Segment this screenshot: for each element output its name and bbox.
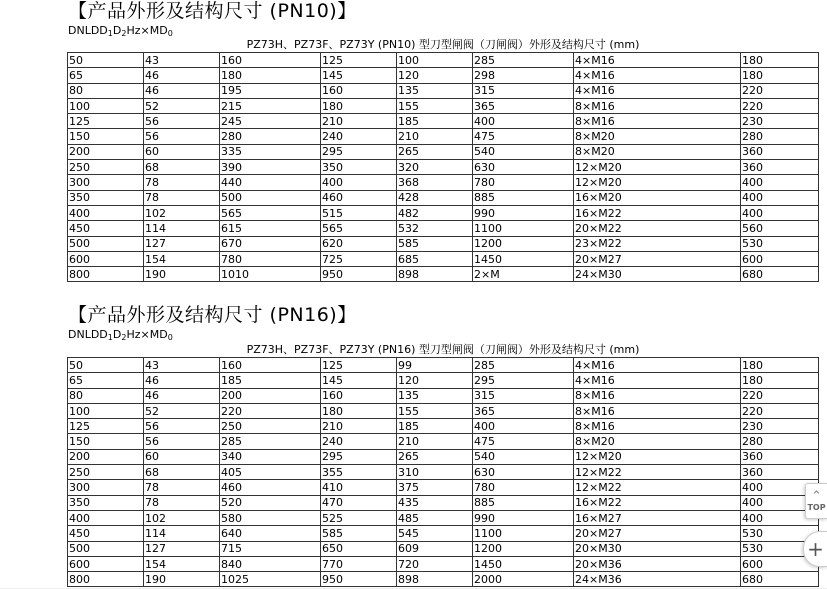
table-cell: 102	[144, 510, 220, 525]
header-part: Hz×MD	[126, 24, 168, 37]
table-cell: 210	[321, 419, 397, 434]
table-cell: 56	[144, 434, 220, 449]
header-part: D	[112, 24, 122, 37]
table-cell: 230	[741, 114, 819, 129]
table-cell: 155	[397, 98, 473, 113]
table-cell: 43	[144, 358, 220, 373]
table-cell: 390	[220, 160, 321, 175]
table-cell: 135	[397, 388, 473, 403]
table-cell: 285	[220, 434, 321, 449]
table-cell: 180	[741, 373, 819, 388]
table-cell: 24×M30	[574, 267, 741, 282]
table-cell: 52	[144, 98, 220, 113]
table-cell: 8×M20	[574, 129, 741, 144]
header-subscript: 1	[107, 333, 113, 342]
table-cell: 340	[220, 449, 321, 464]
table-row	[68, 465, 819, 480]
table-cell: 280	[741, 434, 819, 449]
table-cell: 1025	[220, 572, 321, 587]
table-cell: 530	[741, 526, 819, 541]
table-cell: 1100	[473, 526, 574, 541]
table-cell: 530	[741, 236, 819, 251]
table-cell: 50	[68, 53, 144, 68]
table-cell: 4×M16	[574, 358, 741, 373]
table-cell: 680	[741, 267, 819, 282]
table-row	[68, 526, 819, 541]
table-cell: 8×M16	[574, 419, 741, 434]
expand-button[interactable]	[803, 531, 827, 567]
header-part: DNLDD	[68, 24, 108, 37]
table-cell: 280	[741, 129, 819, 144]
table-cell: 500	[68, 236, 144, 251]
table-cell: 20×M36	[574, 556, 741, 571]
table-cell: 435	[397, 495, 473, 510]
table-cell: 250	[68, 160, 144, 175]
table-cell: 78	[144, 495, 220, 510]
chevron-up-icon: ⌃	[811, 488, 822, 504]
table-cell: 950	[321, 572, 397, 587]
table-cell: 360	[741, 449, 819, 464]
table-cell: 180	[321, 403, 397, 418]
table-cell: 670	[220, 236, 321, 251]
table-cell: 12×M22	[574, 465, 741, 480]
table-cell: 540	[473, 449, 574, 464]
table-row	[68, 373, 819, 388]
table-row	[68, 221, 819, 236]
table-cell: 295	[321, 144, 397, 159]
table-cell: 360	[741, 465, 819, 480]
table-cell: 1450	[473, 556, 574, 571]
table-cell: 210	[397, 129, 473, 144]
table-cell: 600	[741, 556, 819, 571]
table-cell: 180	[741, 358, 819, 373]
table-cell: 310	[397, 465, 473, 480]
table-cell: 145	[321, 68, 397, 83]
table-cell: 250	[68, 465, 144, 480]
table-cell: 298	[473, 68, 574, 83]
table-cell: 120	[397, 373, 473, 388]
table-cell: 650	[321, 541, 397, 556]
table-row	[68, 205, 819, 220]
table-row	[68, 358, 819, 373]
header-part: D	[112, 328, 122, 341]
table-cell: 150	[68, 434, 144, 449]
table-cell: 285	[473, 358, 574, 373]
table-cell: 20×M22	[574, 221, 741, 236]
table-cell: 470	[321, 495, 397, 510]
table-cell: 4×M16	[574, 373, 741, 388]
section-title-pn10: 【产品外形及结构尺寸 (PN10)】	[68, 0, 357, 22]
section-title-pn16: 【产品外形及结构尺寸 (PN16)】	[68, 304, 357, 326]
table-cell: 220	[741, 388, 819, 403]
table-cell: 200	[220, 388, 321, 403]
table-cell: 60	[144, 144, 220, 159]
table-cell: 800	[68, 267, 144, 282]
table-cell: 1200	[473, 541, 574, 556]
table-cell: 120	[397, 68, 473, 83]
table-cell: 4×M16	[574, 53, 741, 68]
header-subscript: 2	[121, 333, 127, 342]
table-cell: 410	[321, 480, 397, 495]
table-cell: 150	[68, 129, 144, 144]
table-cell: 160	[321, 83, 397, 98]
table-cell: 68	[144, 465, 220, 480]
table-cell: 127	[144, 236, 220, 251]
table-cell: 56	[144, 129, 220, 144]
table-cell: 725	[321, 251, 397, 266]
table-row	[68, 556, 819, 571]
table-cell: 160	[321, 388, 397, 403]
table-cell: 125	[68, 419, 144, 434]
table-cell: 609	[397, 541, 473, 556]
table-cell: 23×M22	[574, 236, 741, 251]
table-cell: 50	[68, 358, 144, 373]
header-part: DNLDD	[68, 328, 108, 341]
table-cell: 190	[144, 572, 220, 587]
table-row	[68, 98, 819, 113]
table-cell: 615	[220, 221, 321, 236]
table-cell: 360	[741, 144, 819, 159]
table-cell: 530	[741, 541, 819, 556]
table-cell: 8×M16	[574, 114, 741, 129]
table-cell: 250	[220, 419, 321, 434]
table-cell: 78	[144, 480, 220, 495]
table-cell: 400	[741, 495, 819, 510]
table-cell: 200	[68, 144, 144, 159]
table-cell: 265	[397, 144, 473, 159]
table-cell: 350	[68, 190, 144, 205]
table-cell: 185	[397, 114, 473, 129]
table-cell: 8×M16	[574, 403, 741, 418]
table-cell: 68	[144, 160, 220, 175]
table-cell: 210	[397, 434, 473, 449]
table-cell: 220	[741, 403, 819, 418]
table-cell: 99	[397, 358, 473, 373]
table-cell: 780	[473, 480, 574, 495]
table-cell: 220	[741, 83, 819, 98]
table-cell: 154	[144, 556, 220, 571]
table-cell: 898	[397, 267, 473, 282]
table-cell: 540	[473, 144, 574, 159]
table-cell: 16×M20	[574, 190, 741, 205]
table-cell: 135	[397, 83, 473, 98]
table-cell: 800	[68, 572, 144, 587]
table-row	[68, 434, 819, 449]
table-cell: 185	[220, 373, 321, 388]
header-subscript: 2	[121, 29, 127, 38]
table-cell: 428	[397, 190, 473, 205]
table-cell: 365	[473, 403, 574, 418]
header-subscript: 1	[107, 29, 113, 38]
table-cell: 365	[473, 98, 574, 113]
table-cell: 300	[68, 480, 144, 495]
table-row	[68, 419, 819, 434]
table-cell: 4×M16	[574, 83, 741, 98]
table-row	[68, 68, 819, 83]
table-row	[68, 495, 819, 510]
table-cell: 4×M16	[574, 68, 741, 83]
table-cell: 245	[220, 114, 321, 129]
header-subscript: 0	[167, 333, 173, 342]
table-cell: 20×M30	[574, 541, 741, 556]
table-caption-pn10: PZ73H、PZ73F、PZ73Y (PN10) 型刀型闸阀（刀闸阀）外形及结构尺寸 (mm)	[246, 38, 640, 51]
table-row	[68, 541, 819, 556]
table-cell: 400	[741, 175, 819, 190]
table-cell: 335	[220, 144, 321, 159]
table-cell: 600	[68, 556, 144, 571]
table-cell: 127	[144, 541, 220, 556]
table-cell: 78	[144, 190, 220, 205]
table-cell: 20×M27	[574, 251, 741, 266]
table-cell: 720	[397, 556, 473, 571]
table-cell: 16×M27	[574, 510, 741, 525]
table-cell: 155	[397, 403, 473, 418]
table-cell: 56	[144, 114, 220, 129]
table-cell: 114	[144, 221, 220, 236]
table-row	[68, 190, 819, 205]
table-cell: 640	[220, 526, 321, 541]
table-cell: 160	[220, 358, 321, 373]
table-cell: 52	[144, 403, 220, 418]
table-row	[68, 83, 819, 98]
table-cell: 450	[68, 221, 144, 236]
table-cell: 100	[68, 403, 144, 418]
table-cell: 355	[321, 465, 397, 480]
table-cell: 600	[741, 251, 819, 266]
table-cell: 450	[68, 526, 144, 541]
table-cell: 78	[144, 175, 220, 190]
table-cell: 460	[220, 480, 321, 495]
table-cell: 240	[321, 434, 397, 449]
table-cell: 100	[397, 53, 473, 68]
table-cell: 400	[741, 480, 819, 495]
table-cell: 285	[473, 53, 574, 68]
column-header-line-pn10	[68, 24, 173, 37]
table-cell: 8×M20	[574, 434, 741, 449]
table-cell: 368	[397, 175, 473, 190]
table-cell: 46	[144, 83, 220, 98]
table-cell: 2000	[473, 572, 574, 587]
table-cell: 898	[397, 572, 473, 587]
table-cell: 46	[144, 68, 220, 83]
table-cell: 230	[741, 419, 819, 434]
table-cell: 585	[321, 526, 397, 541]
table-cell: 190	[144, 267, 220, 282]
table-cell: 515	[321, 205, 397, 220]
table-cell: 265	[397, 449, 473, 464]
table-cell: 482	[397, 205, 473, 220]
table-cell: 65	[68, 373, 144, 388]
table-cell: 215	[220, 98, 321, 113]
table-cell: 20×M27	[574, 526, 741, 541]
table-cell: 565	[220, 205, 321, 220]
table-cell: 400	[741, 190, 819, 205]
table-cell: 125	[321, 53, 397, 68]
table-cell: 12×M20	[574, 449, 741, 464]
table-row	[68, 388, 819, 403]
table-cell: 154	[144, 251, 220, 266]
table-cell: 320	[397, 160, 473, 175]
table-cell: 46	[144, 388, 220, 403]
table-cell: 405	[220, 465, 321, 480]
back-to-top-label: TOP	[807, 502, 826, 512]
table-cell: 185	[397, 419, 473, 434]
table-cell: 770	[321, 556, 397, 571]
table-cell: 160	[220, 53, 321, 68]
table-cell: 525	[321, 510, 397, 525]
table-cell: 990	[473, 205, 574, 220]
table-cell: 46	[144, 373, 220, 388]
table-cell: 200	[68, 449, 144, 464]
table-cell: 125	[68, 114, 144, 129]
table-cell: 220	[741, 98, 819, 113]
table-cell: 780	[220, 251, 321, 266]
table-cell: 300	[68, 175, 144, 190]
table-row	[68, 114, 819, 129]
back-to-top-button[interactable]	[805, 483, 827, 519]
table-row	[68, 449, 819, 464]
table-cell: 210	[321, 114, 397, 129]
table-cell: 560	[741, 221, 819, 236]
table-cell: 295	[321, 449, 397, 464]
table-cell: 145	[321, 373, 397, 388]
table-cell: 400	[68, 510, 144, 525]
table-row	[68, 236, 819, 251]
table-cell: 485	[397, 510, 473, 525]
table-cell: 240	[321, 129, 397, 144]
table-cell: 620	[321, 236, 397, 251]
table-cell: 375	[397, 480, 473, 495]
table-row	[68, 480, 819, 495]
table-cell: 2×M	[473, 267, 574, 282]
table-row	[68, 267, 819, 282]
table-cell: 520	[220, 495, 321, 510]
table-cell: 80	[68, 388, 144, 403]
table-cell: 100	[68, 98, 144, 113]
table-row	[68, 403, 819, 418]
table-cell: 180	[321, 98, 397, 113]
table-cell: 280	[220, 129, 321, 144]
table-cell: 440	[220, 175, 321, 190]
table-cell: 600	[68, 251, 144, 266]
table-cell: 950	[321, 267, 397, 282]
table-cell: 16×M22	[574, 495, 741, 510]
table-cell: 8×M20	[574, 144, 741, 159]
table-cell: 1100	[473, 221, 574, 236]
table-row	[68, 160, 819, 175]
table-row	[68, 129, 819, 144]
table-cell: 43	[144, 53, 220, 68]
table-cell: 12×M20	[574, 175, 741, 190]
table-cell: 400	[741, 205, 819, 220]
plus-icon: +	[807, 537, 824, 561]
table-cell: 295	[473, 373, 574, 388]
table-cell: 24×M36	[574, 572, 741, 587]
table-cell: 400	[321, 175, 397, 190]
table-cell: 60	[144, 449, 220, 464]
table-cell: 180	[741, 53, 819, 68]
table-row	[68, 251, 819, 266]
table-cell: 585	[397, 236, 473, 251]
table-cell: 885	[473, 190, 574, 205]
table-row	[68, 572, 819, 587]
table-cell: 125	[321, 358, 397, 373]
table-cell: 1200	[473, 236, 574, 251]
header-part: Hz×MD	[126, 328, 168, 341]
table-cell: 102	[144, 205, 220, 220]
table-cell: 500	[220, 190, 321, 205]
spec-table-pn16	[67, 357, 819, 587]
table-cell: 460	[321, 190, 397, 205]
header-subscript: 0	[167, 29, 173, 38]
table-cell: 475	[473, 434, 574, 449]
table-cell: 680	[741, 572, 819, 587]
table-cell: 195	[220, 83, 321, 98]
table-cell: 315	[473, 388, 574, 403]
table-cell: 1010	[220, 267, 321, 282]
table-cell: 780	[473, 175, 574, 190]
table-cell: 685	[397, 251, 473, 266]
table-cell: 180	[741, 68, 819, 83]
table-cell: 400	[473, 419, 574, 434]
table-cell: 400	[68, 205, 144, 220]
table-cell: 12×M20	[574, 160, 741, 175]
table-cell: 8×M16	[574, 388, 741, 403]
column-header-line-pn16	[68, 328, 173, 341]
table-cell: 565	[321, 221, 397, 236]
table-cell: 500	[68, 541, 144, 556]
table-cell: 65	[68, 68, 144, 83]
table-row	[68, 53, 819, 68]
table-cell: 580	[220, 510, 321, 525]
table-cell: 350	[68, 495, 144, 510]
table-cell: 350	[321, 160, 397, 175]
table-cell: 630	[473, 465, 574, 480]
table-cell: 545	[397, 526, 473, 541]
table-cell: 80	[68, 83, 144, 98]
table-cell: 990	[473, 510, 574, 525]
table-row	[68, 175, 819, 190]
table-cell: 315	[473, 83, 574, 98]
table-cell: 220	[220, 403, 321, 418]
table-cell: 360	[741, 160, 819, 175]
spec-table-pn10	[67, 52, 819, 282]
table-cell: 885	[473, 495, 574, 510]
table-cell: 715	[220, 541, 321, 556]
table-cell: 16×M22	[574, 205, 741, 220]
table-cell: 400	[741, 510, 819, 525]
table-cell: 475	[473, 129, 574, 144]
table-cell: 1450	[473, 251, 574, 266]
table-cell: 532	[397, 221, 473, 236]
table-cell: 114	[144, 526, 220, 541]
table-cell: 180	[220, 68, 321, 83]
table-cell: 840	[220, 556, 321, 571]
table-cell: 12×M22	[574, 480, 741, 495]
table-cell: 56	[144, 419, 220, 434]
table-cell: 8×M16	[574, 98, 741, 113]
table-row	[68, 510, 819, 525]
table-cell: 630	[473, 160, 574, 175]
table-caption-pn16: PZ73H、PZ73F、PZ73Y (PN16) 型刀型闸阀（刀闸阀）外形及结构尺寸 (mm)	[246, 343, 640, 356]
table-row	[68, 144, 819, 159]
table-cell: 400	[473, 114, 574, 129]
